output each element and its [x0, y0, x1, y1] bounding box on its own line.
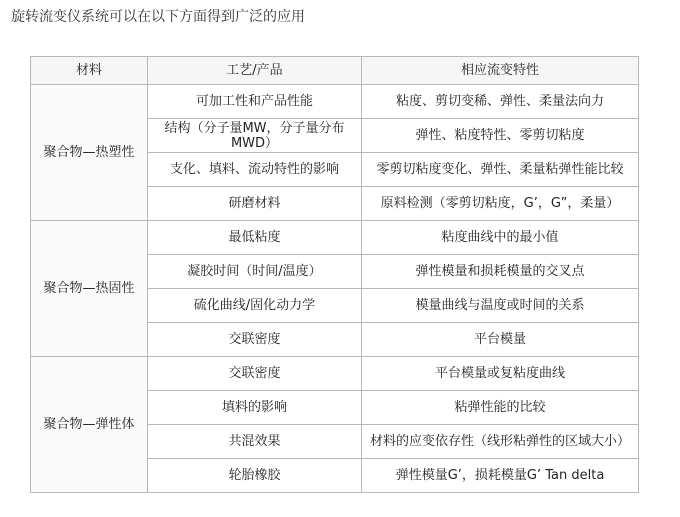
property-cell: 粘度曲线中的最小值 — [362, 221, 639, 255]
material-thermoset: 聚合物—热固性 — [31, 221, 148, 357]
property-cell: 弹性、粘度特性、零剪切粘度 — [362, 119, 639, 153]
process-cell: 凝胶时间（时间/温度） — [148, 255, 362, 289]
property-cell: 粘弹性能的比较 — [362, 391, 639, 425]
material-thermoplastic: 聚合物—热塑性 — [31, 85, 148, 221]
page-title: 旋转流变仪系统可以在以下方面得到广泛的应用 — [11, 9, 305, 25]
process-cell: 结构（分子量MW，分子量分布MWD） — [148, 119, 362, 153]
table-row — [31, 357, 639, 391]
process-cell: 交联密度 — [148, 357, 362, 391]
property-cell: 弹性模量和损耗模量的交叉点 — [362, 255, 639, 289]
process-cell: 硫化曲线/固化动力学 — [148, 289, 362, 323]
header-rheological-property: 相应流变特性 — [362, 57, 639, 85]
process-cell: 研磨材料 — [148, 187, 362, 221]
property-cell: 平台模量或复粘度曲线 — [362, 357, 639, 391]
process-cell: 轮胎橡胶 — [148, 459, 362, 493]
property-cell: 弹性模量G’，损耗模量G’ Tan delta — [362, 459, 639, 493]
property-cell: 材料的应变依存性（线形粘弹性的区域大小） — [362, 425, 639, 459]
process-cell: 交联密度 — [148, 323, 362, 357]
process-cell: 最低粘度 — [148, 221, 362, 255]
process-cell: 填料的影响 — [148, 391, 362, 425]
header-process: 工艺/产品 — [148, 57, 362, 85]
property-cell: 零剪切粘度变化、弹性、柔量粘弹性能比较 — [362, 153, 639, 187]
process-cell: 支化、填料、流动特性的影响 — [148, 153, 362, 187]
property-cell: 原料检测（零剪切粘度，G’，G”，柔量） — [362, 187, 639, 221]
header-material: 材料 — [31, 57, 148, 85]
material-elastomer: 聚合物—弹性体 — [31, 357, 148, 493]
property-cell: 粘度、剪切变稀、弹性、柔量法向力 — [362, 85, 639, 119]
process-cell: 共混效果 — [148, 425, 362, 459]
table-row — [31, 85, 639, 119]
table-row — [31, 221, 639, 255]
rheology-application-table — [30, 56, 639, 493]
process-cell: 可加工性和产品性能 — [148, 85, 362, 119]
property-cell: 平台模量 — [362, 323, 639, 357]
table-header-row — [31, 57, 639, 85]
property-cell: 模量曲线与温度或时间的关系 — [362, 289, 639, 323]
